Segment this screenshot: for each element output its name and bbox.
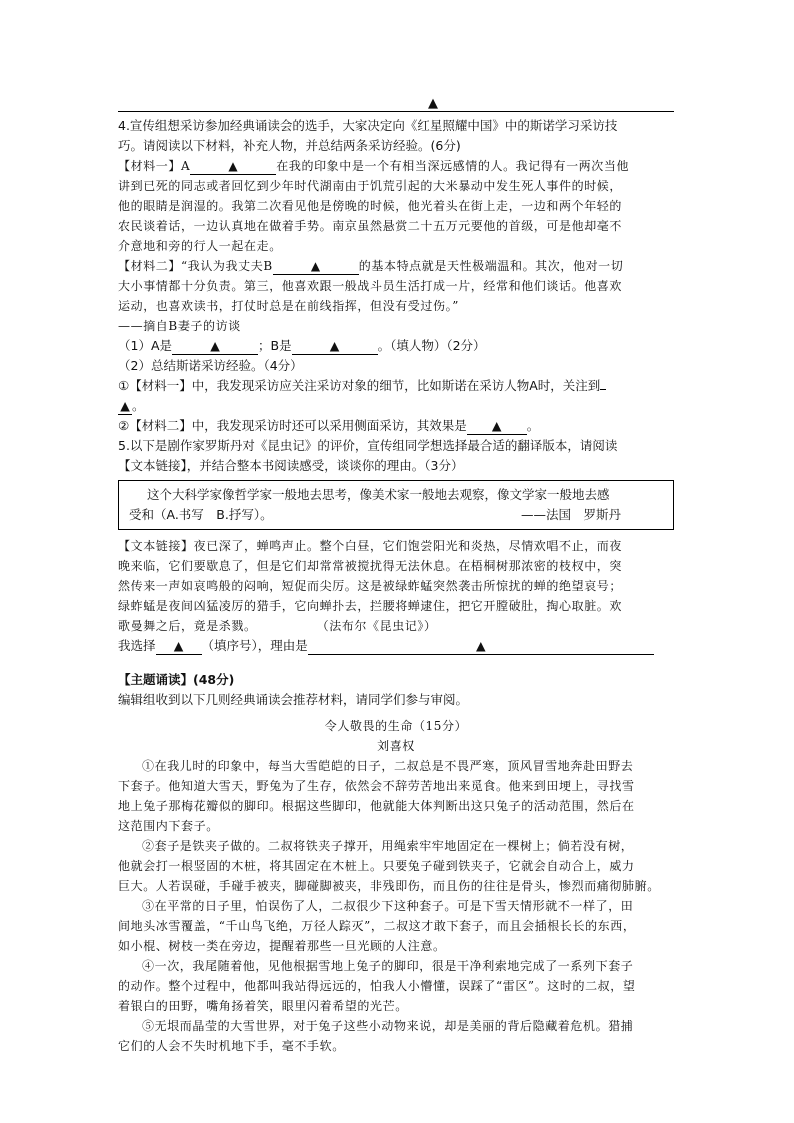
paragraph-1-line2: 下套子。他知道大雪天，野兔为了生存，依然会不辞劳苦地出来觅食。他来到田埂上，寻找雪 [118,779,635,793]
material-2-label: 【材料二】“我认为我丈夫B [118,259,273,273]
q5-answer-line: 我选择 ▲ （填序号），理由是 ▲ [118,636,674,656]
experience-1-cont: ▲ 。 [118,396,674,416]
top-triangle-mark: ▲ [428,96,438,111]
theme-section [118,670,674,1056]
paragraph-1-line3: 地上兔子那梅花瓣似的脚印。根据这些脚印，他就能大体判断出这只兔子的活动范围，然后在 [118,799,635,813]
material-1-text: 在我的印象中是一个有相当深远感情的人。我记得有一两次当他 [276,159,630,173]
material-1-line2: 讲到已死的同志或者回忆到少年时代湖南由于饥荒引起的大米暴动中发生死人事件的时候， [118,179,623,193]
text-link-line2: 晚来临，它们要歇息了，但是它们却常常被搅扰得无法休息。在梧桐树那浓密的枝杈中，突 [118,559,623,573]
material-1-line1 [118,156,674,176]
reason-blank[interactable]: ▲ [308,638,654,655]
quote-box [118,480,674,530]
material-1-line5: 介意地和旁的行人一起在走。 [118,239,282,253]
material-2-line3: 运动，也喜欢读书，打仗时总是在前线指挥，但没有受过伤。” [118,299,459,313]
paragraph-4-line1: ④一次，我尾随着他，见他根据雪地上兔子的脚印，很是干净利索地完成了一系列下套子 [142,959,634,973]
page-content [118,116,674,1056]
paragraph-4-line2: 的动作。整个过程中，他都叫我站得远远的，怕我人小懵懂，误踩了“雷区”。这时的二叔，望 [118,979,636,993]
experience-1-blank[interactable]: ▲ [118,398,132,415]
material-2-source: ——摘自B妻子的访谈 [118,319,241,333]
paragraph-2-line2: 他就会打一根竖固的木桩，将其固定在木桩上。只要兔子碰到铁夹子，它就会自动合上，威力 [118,859,635,873]
question-5 [118,436,674,656]
text-link-line4: 绿蚱蜢是夜间凶猛凌厉的猎手，它向蝉扑去，拦腰将蝉逮住，把它开膛破肚，掏心取脏。欢 [118,599,623,613]
sub-question-2: （2）总结斯诺采访经验。（4分） [118,358,303,373]
experience-2-blank[interactable]: ▲ [467,418,527,435]
material-2-text: 的基本特点就是天性极端温和。其次，他对一切 [358,259,624,273]
q4-title-line1: 4.宣传组想采访参加经典诵读会的选手，大家决定向《红星照耀中国》中的斯诺学习采访技 [118,118,618,133]
text-link-source: （法布尔《昆虫记》） [316,619,437,633]
quote-line1: 这个大科学家像哲学家一般地去思考，像美术家一般地去观察，像文学家一般地去感 [147,487,610,502]
quote-line2: 受和（A.书写 B.抒写）。 ——法国 罗斯丹 [129,505,663,525]
paragraph-3-line3: 如小棍、树枝一类在旁边，提醒着那些一旦光顾的人注意。 [118,939,446,953]
material-1-line3: 他的眼睛是润湿的。我第二次看见他是傍晚的时候，他光着头在街上走，一边和两个年轻的 [118,199,623,213]
paragraph-2-line3: 巨大。人若误碰，手碰手被夹，脚碰脚被夹，非残即伤，而且伤的往往是骨头，惨烈而痛彻肺腑。 [118,879,660,893]
sub-question-1: （1）A是 ▲ ；B是 ▲ 。（填人物）（2分） [118,338,486,353]
paragraph-3-line1: ③在平常的日子里，怕误伤了人，二叔很少下这种套子。可是下雪天情形就不一样了，田 [142,899,634,913]
answer-b-blank[interactable]: ▲ [292,338,378,355]
material-2-line2: 大小事情都十分负责。第三，他喜欢跟一般战斗员生活打成一片，经常和他们谈话。他喜欢 [118,279,623,293]
experience-2: ②【材料二】中，我发现采访时还可以采用侧面采访，其效果是 ▲ 。 [118,418,540,433]
paragraph-2-line1: ②套子是铁夹子做的。二叔将铁夹子撑开，用绳索牢牢地固定在一棵树上；倘若没有树， [142,839,634,853]
question-4 [118,116,674,436]
answer-a-blank[interactable]: ▲ [172,338,258,355]
paragraph-5-line1: ⑤无垠而晶莹的大雪世界，对于兔子这些小动物来说，却是美丽的背后隐藏着危机。猎捕 [142,1019,634,1033]
blank-a-marker[interactable]: ▲ [190,158,276,175]
quote-author: ——法国 罗斯丹 [521,507,622,522]
blank-b-marker[interactable]: ▲ [273,258,359,275]
theme-heading: 【主题诵读】(48分) [118,672,235,687]
text-link-line3: 然传来一声如哀鸣般的闷响，短促而尖厉。这是被绿蚱蜢突然袭击所惊扰的蝉的绝望哀号； [118,579,623,593]
q4-title-line2: 巧。请阅读以下材料，补充人物，并总结两条采访经验。(6分) [118,138,461,153]
essay-title: 令人敬畏的生命（15分） [324,719,468,733]
q5-title-line1: 5.以下是剧作家罗斯丹对《昆虫记》的评价，宣传组同学想选择最合适的翻译版本，请阅读 [118,438,618,453]
paragraph-5-line2: 它们的人会不失时机地下手，毫不手软。 [118,1039,345,1053]
top-rule [118,111,674,112]
experience-1: ①【材料一】中，我发现采访应关注采访对象的细节，比如斯诺在采访人物A时，关注到 [118,376,674,396]
choice-blank[interactable]: ▲ [156,638,202,655]
theme-intro: 编辑组收到以下几则经典诵读会推荐材料，请同学们参与审阅。 [118,692,469,707]
material-2-line1 [118,256,674,276]
text-link-line5: 歌曼舞之后，竟是杀戮。 （法布尔《昆虫记》） [118,619,437,633]
paragraph-1-line1: ①在我儿时的印象中，每当大雪皑皑的日子，二叔总是不畏严寒，顶风冒雪地奔赴田野去 [142,759,634,773]
q5-title-line2: 【文本链接】，并结合整本书阅读感受，谈谈你的理由。（3分） [118,458,464,473]
essay-author: 刘喜权 [377,739,415,753]
paragraph-1-line4: 这范围内下套子。 [118,819,219,833]
paragraph-3-line2: 间地头冰雪覆盖，“千山鸟飞绝，万径人踪灭”，二叔这才敢下套子，而且会插根长长的东西， [118,919,636,933]
text-link-line1: 【文本链接】夜已深了，蝉鸣声止。整个白昼，它们饱尝阳光和炎热，尽情欢唱不止，而夜 [118,539,623,553]
material-1-line4: 农民谈着话，一边认真地在做着手势。南京虽然悬赏二十五万元要他的首级，可是他却毫不 [118,219,623,233]
material-1-label: 【材料一】A [118,159,191,173]
paragraph-4-line3: 着银白的田野，嘴角扬着笑，眼里闪着希望的光芒。 [118,999,408,1013]
